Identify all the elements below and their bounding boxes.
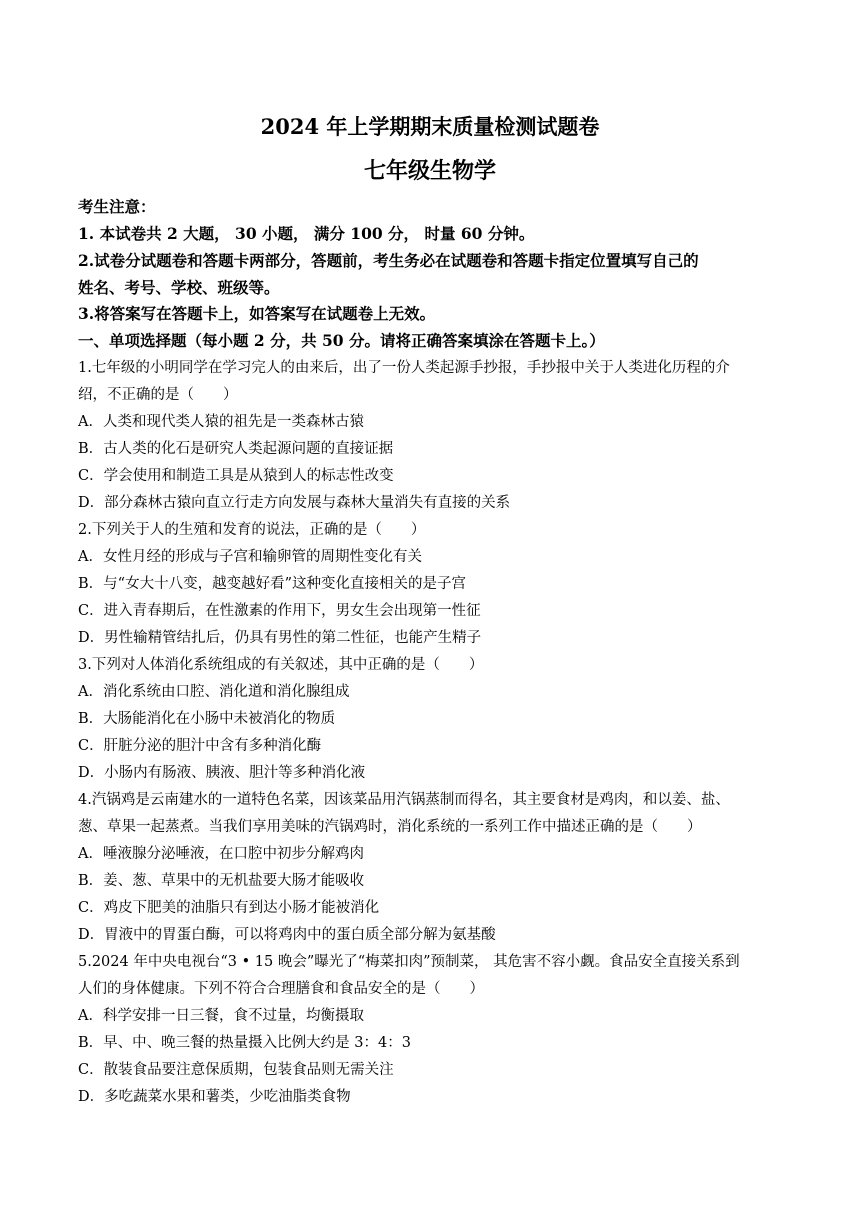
question-option: B．早、中、晚三餐的热量摄入比例大约是 3：4：3 bbox=[78, 1035, 411, 1051]
question-option: D．多吃蔬菜水果和薯类，少吃油脂类食物 bbox=[78, 1089, 351, 1105]
question-option: A．消化系统由口腔、消化道和消化腺组成 bbox=[78, 684, 350, 700]
note-item: 姓名、考号、学校、班级等。 bbox=[78, 278, 280, 297]
question-option: C．学会使用和制造工具是从猿到人的标志性改变 bbox=[78, 468, 394, 484]
question-option: A．女性月经的形成与子宫和输卵管的周期性变化有关 bbox=[78, 549, 422, 565]
exam-subject: 七年级生物学 bbox=[363, 158, 496, 184]
question-stem: 2.下列关于人的生殖和发育的说法，正确的是（ ） bbox=[78, 522, 426, 538]
question-option: B．大肠能消化在小肠中未被消化的物质 bbox=[78, 711, 336, 727]
question-option: A．唾液腺分泌唾液，在口腔中初步分解鸡肉 bbox=[78, 846, 364, 862]
notes-heading: 考生注意： bbox=[78, 197, 156, 216]
question-option: C．散装食品要注意保质期，包装食品则无需关注 bbox=[78, 1062, 394, 1078]
section-heading: 一、单项选择题（每小题 2 分，共 50 分。请将正确答案填涂在答题卡上。） bbox=[78, 331, 605, 350]
exam-title: 2024 年上学期期末质量检测试题卷 bbox=[260, 114, 600, 139]
note-item: 1. 本试卷共 2 大题， 30 小题， 满分 100 分， 时量 60 分钟。 bbox=[78, 224, 535, 243]
question-option: B．古人类的化石是研究人类起源问题的直接证据 bbox=[78, 441, 394, 457]
question-stem: 人们的身体健康。下列不符合合理膳食和食品安全的是（ ） bbox=[78, 981, 484, 997]
note-item: 3.将答案写在答题卡上，如答案写在试题卷上无效。 bbox=[78, 304, 436, 323]
question-option: C．肝脏分泌的胆汁中含有多种消化酶 bbox=[78, 738, 322, 754]
question-option: B．与“女大十八变，越变越好看”这种变化直接相关的是子宫 bbox=[78, 576, 466, 592]
question-option: D．小肠内有肠液、胰液、胆汁等多种消化液 bbox=[78, 765, 366, 781]
question-stem: 绍，不正确的是（ ） bbox=[78, 387, 238, 403]
question-option: A．人类和现代类人猿的祖先是一类森林古猿 bbox=[78, 414, 364, 430]
question-stem: 1.七年级的小明同学在学习完人的由来后，出了一份人类起源手抄报，手抄报中关于人类进化历程的介 bbox=[78, 360, 730, 376]
question-option: D．胃液中的胃蛋白酶，可以将鸡肉中的蛋白质全部分解为氨基酸 bbox=[78, 927, 496, 943]
question-option: B．姜、葱、草果中的无机盐要大肠才能吸收 bbox=[78, 873, 365, 889]
question-stem: 4.汽锅鸡是云南建水的一道特色名菜，因该菜品用汽锅蒸制而得名，其主要食材是鸡肉，和以姜、盐、 bbox=[78, 792, 730, 808]
question-option: A．科学安排一日三餐，食不过量，均衡摄取 bbox=[78, 1008, 364, 1024]
question-stem: 5.2024 年中央电视台“3 • 15 晚会”曝光了“梅菜扣肉”预制菜， 其危害不容小觑。食品安全直接关系到 bbox=[78, 954, 740, 970]
question-option: C．进入青春期后，在性激素的作用下，男女生会出现第一性征 bbox=[78, 603, 481, 619]
question-option: D．男性输精管结扎后，仍具有男性的第二性征，也能产生精子 bbox=[78, 630, 482, 646]
question-option: C．鸡皮下肥美的油脂只有到达小肠才能被消化 bbox=[78, 900, 380, 916]
question-option: D．部分森林古猿向直立行走方向发展与森林大量消失有直接的关系 bbox=[78, 495, 511, 511]
question-stem: 3.下列对人体消化系统组成的有关叙述，其中正确的是（ ） bbox=[78, 657, 484, 673]
note-item: 2.试卷分试题卷和答题卡两部分，答题前，考生务必在试题卷和答题卡指定位置填写自己的 bbox=[78, 251, 699, 270]
question-stem: 葱、草果一起蒸煮。当我们享用美味的汽锅鸡时，消化系统的一系列工作中描述正确的是（ ） bbox=[78, 819, 702, 835]
